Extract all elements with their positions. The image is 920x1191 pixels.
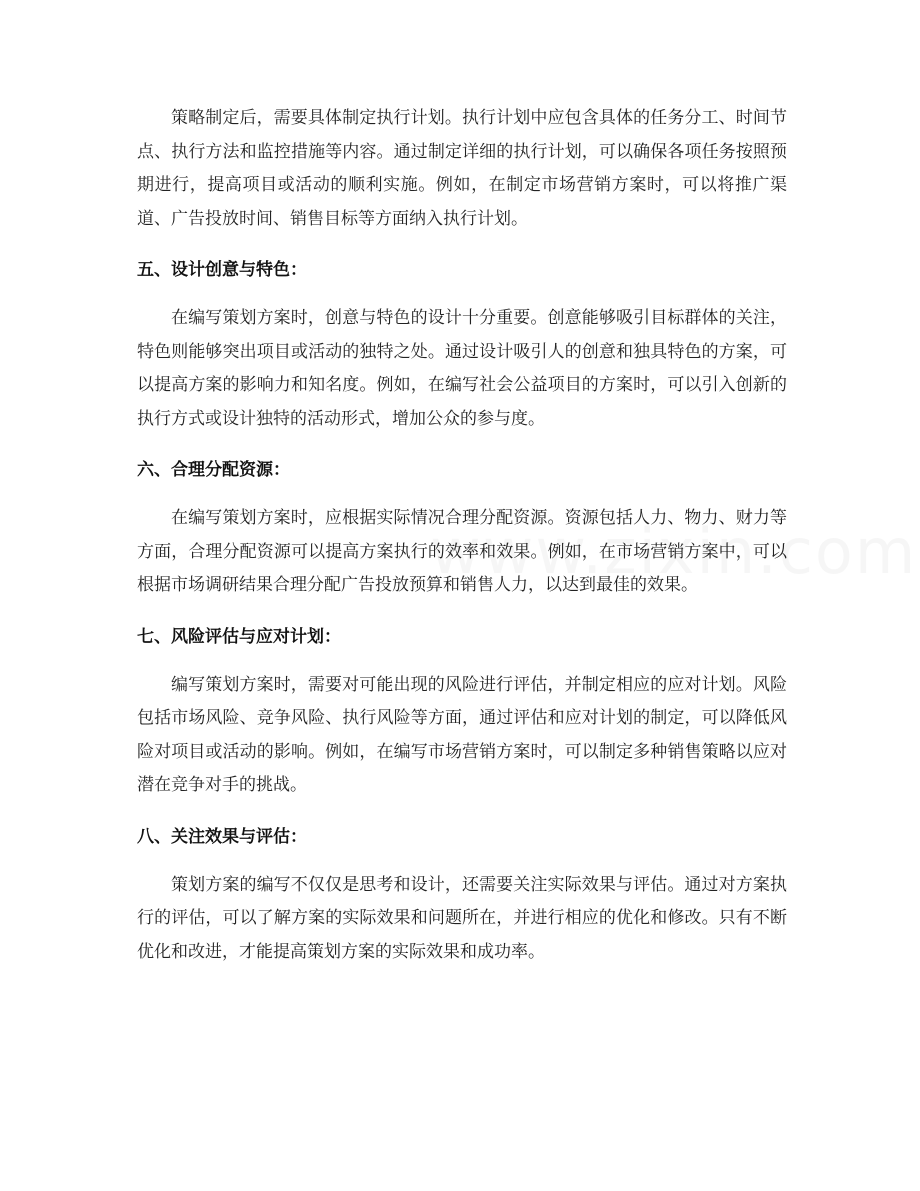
section-heading-7: 七、风险评估与应对计划： (137, 626, 341, 647)
section-heading-6: 六、合理分配资源： (137, 460, 290, 480)
section-heading-5: 五、设计创意与特色： (137, 260, 307, 280)
paragraph-creativity: 在编写策划方案时，创意与特色的设计十分重要。创意能够吸引目标群体的关注，特色则能够突出项目或活动的独特之处。通过设计吸引人的创意和独具特色的方案，可以提高方案的影响力和知名度。例如，在编写社会公益项目的方案时，可以引入创新的执行方式或设计独特的活动形式，增加公众的参与度。 (137, 308, 787, 429)
paragraph-resources: 在编写策划方案时，应根据实际情况合理分配资源。资源包括人力、物力、财力等方面，合理分配资源可以提高方案执行的效率和效果。例如，在市场营销方案中，可以根据市场调研结果合理分配广告投放预算和销售人力，以达到最佳的效果。 (137, 508, 787, 595)
document-body (137, 102, 787, 969)
paragraph-evaluation: 策划方案的编写不仅仅是思考和设计，还需要关注实际效果与评估。通过对方案执行的评估，可以了解方案的实际效果和问题所在，并进行相应的优化和修改。只有不断优化和改进，才能提高策划方案的实际效果和成功率。 (137, 874, 787, 962)
section-heading-8: 八、关注效果与评估： (137, 826, 307, 847)
paragraph-risk: 编写策划方案时，需要对可能出现的风险进行评估，并制定相应的应对计划。风险包括市场风险、竞争风险、执行风险等方面，通过评估和应对计划的制定，可以降低风险对项目或活动的影响。例如，在编写市场营销方案时，可以制定多种销售策略以应对潜在竞争对手的挑战。 (137, 674, 787, 795)
paragraph-execution-plan: 策略制定后，需要具体制定执行计划。执行计划中应包含具体的任务分工、时间节点、执行方法和监控措施等内容。通过制定详细的执行计划，可以确保各项任务按照预期进行，提高项目或活动的顺利实施。例如，在制定市场营销方案时，可以将推广渠道、广告投放时间、销售目标等方面纳入执行计划。 (137, 108, 787, 229)
